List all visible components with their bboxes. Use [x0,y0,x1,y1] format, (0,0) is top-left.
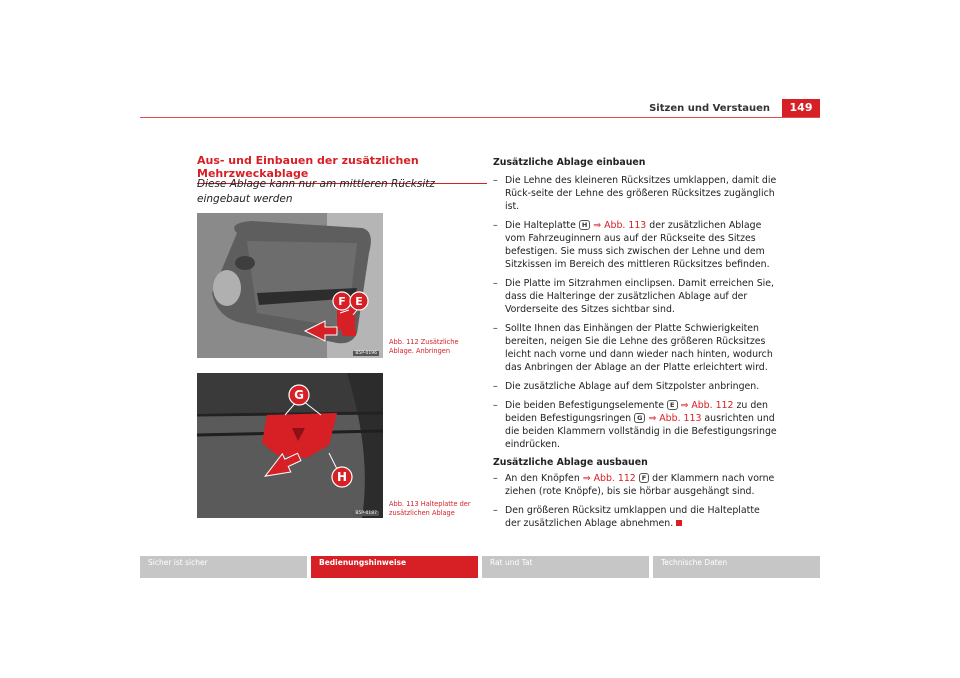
figure-112-caption: Abb. 112 Zusätzliche Ablage. Anbringen [389,338,459,355]
figure-113-label-g: G [294,388,304,402]
section-subheading: Diese Ablage kann nur am mittleren Rücksitz eingebaut werden [197,178,435,205]
end-of-section-marker [676,520,682,526]
page-number: 149 [782,99,820,117]
figure-112 [197,213,383,358]
install-step-4: – Sollte Ihnen das Einhängen der Platte Schwierigkeiten bereiten, neigen Sie die Lehne des größeren Rücksitzes leicht nach vorne und dann wieder nach hinten, wodurch das Anbringen der Ablage an der Platte erleichtert wird. [493,323,773,373]
callout-e-badge: E [667,400,677,410]
instructions-column [493,156,778,536]
install-step-6: – Die beiden Befestigungselemente E ⇒ Abb. 112 zu den beiden Befestigungsringen G ⇒ Abb. 113 ausrichten und die beiden Klammern vollständig in die Befestigungsringe eindrücken. [493,400,777,450]
install-step-5: – Die zusätzliche Ablage auf dem Sitzpolster anbringen. [493,381,760,392]
footer-tab-bedienungshinweise[interactable]: Bedienungshinweise [311,556,478,578]
install-step-1: – Die Lehne des kleineren Rücksitzes umklappen, damit die Rück-seite der Lehne des größeren Rücksitzes zugänglich ist. [493,175,777,212]
figure-ref-link[interactable]: ⇒ Abb. 112 [582,473,636,484]
install-heading: Zusätzliche Ablage einbauen [493,157,646,168]
footer-tab-sicher-ist-sicher[interactable]: Sicher ist sicher [140,556,307,578]
figure-113-label-h: H [336,470,348,484]
remove-step-2: – Den größeren Rücksitz umklappen und die Halteplatte der zusätzlichen Ablage abnehmen. [493,505,760,529]
remove-step-1: – An den Knöpfen ⇒ Abb. 112 F der Klammern nach vorne ziehen (rote Knöpfe), bis sie hörbar ausgehängt sind. [493,473,775,497]
callout-h-badge: H [579,220,590,230]
callout-f-badge: F [639,473,649,483]
figure-113-caption: Abb. 113 Halteplatte der zusätzlichen Ablage [389,500,471,517]
install-step-2: – Die Halteplatte H ⇒ Abb. 113 der zusätzlichen Ablage vom Fahrzeuginnern aus auf der Rückseite des Sitzes befestigen. Sie muss sich zwischen der Lehne und dem Sitzkissen im Bereich des mittleren Rücksitzes befinden. [493,220,770,270]
figure-ref-link[interactable]: ⇒ Abb. 112 [680,400,734,411]
section-heading: Aus- und Einbauen der zusätzlichen Mehrzweckablage [197,154,487,184]
figure-ref-link[interactable]: ⇒ Abb. 113 [648,413,702,424]
figure-112-label-f: F [338,295,346,308]
figure-113 [197,373,383,518]
install-step-3: – Die Platte im Sitzrahmen einclipsen. Damit erreichen Sie, dass die Halteringe der zusätzlichen Ablage auf der Vorderseite des Sitzes sichtbar sind. [493,278,775,315]
figure-112-label-e: E [355,295,363,308]
figure-113-illustration [197,373,383,518]
remove-heading: Zusätzliche Ablage ausbauen [493,457,648,468]
figure-ref-link[interactable]: ⇒ Abb. 113 [593,220,647,231]
callout-g-badge: G [634,413,645,423]
running-header-title: Sitzen und Verstauen [649,103,770,114]
footer-tab-technische-daten[interactable]: Technische Daten [653,556,820,578]
header-rule [140,117,820,118]
figure-112-code: B5P-0196 [355,351,377,356]
footer-tab-rat-und-tat[interactable]: Rat und Tat [482,556,649,578]
figure-112-illustration [197,213,383,358]
figure-113-code: B5P-0187 [355,511,377,516]
